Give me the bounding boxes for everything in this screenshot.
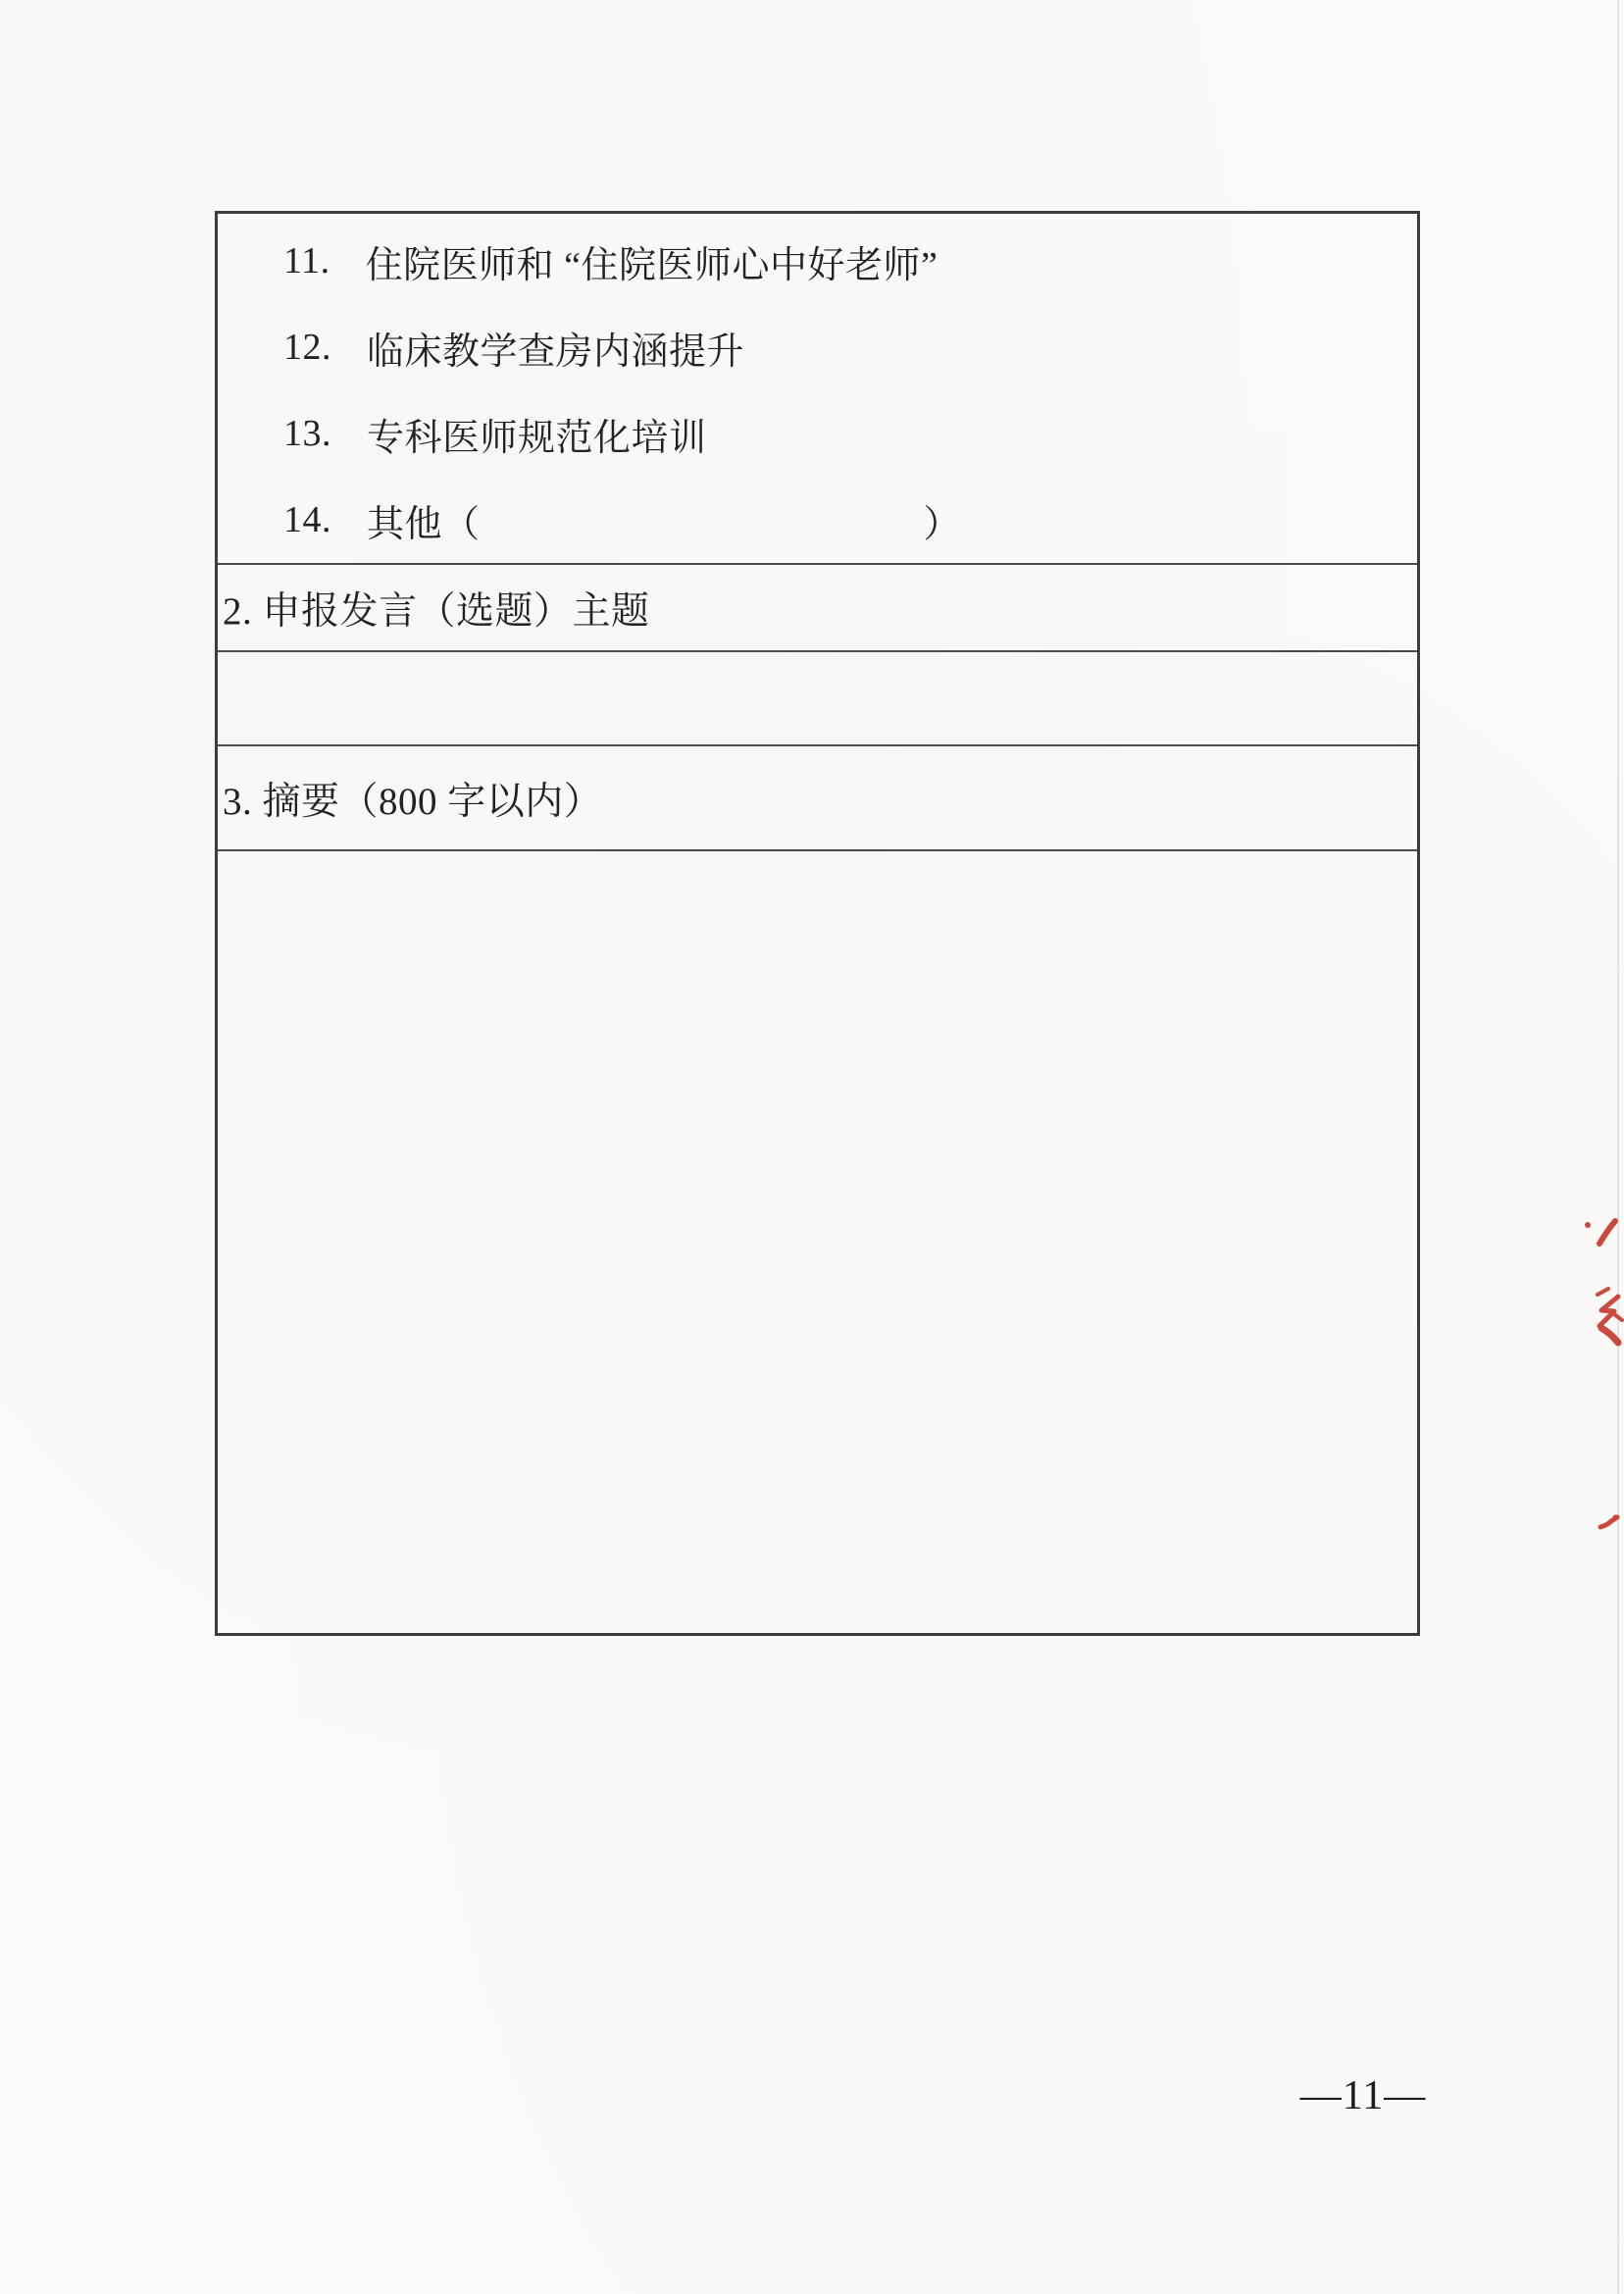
topic-options-cell	[218, 214, 1417, 565]
option-text: 临床教学查房内涵提升	[367, 331, 745, 373]
option-text-open: 其他（	[367, 503, 481, 545]
topic-option-14	[283, 477, 1417, 563]
section2-header-cell	[218, 565, 1417, 652]
topic-option-12	[283, 304, 1417, 390]
red-mark-stroke-1	[1585, 1221, 1615, 1244]
option-number: 14.	[283, 499, 331, 540]
application-form-table	[215, 211, 1420, 1636]
scan-edge-line	[1617, 0, 1619, 2294]
section3-header-cell	[218, 746, 1417, 851]
abstract-blank-cell	[218, 851, 1417, 1637]
option-number: 13.	[283, 413, 331, 454]
option-text-close: ）	[923, 503, 962, 545]
option-text: 专科医师规范化培训	[367, 417, 707, 459]
option-number: 12.	[283, 327, 331, 368]
option-text: 住院医师和 “住院医师心中好老师”	[365, 244, 939, 286]
topic-option-11	[283, 218, 1417, 304]
option-number: 11.	[283, 240, 330, 281]
section2-label: 2. 申报发言（选题）主题	[223, 589, 650, 633]
topic-option-13	[283, 390, 1417, 477]
red-mark-stroke-3	[1600, 1515, 1618, 1528]
page-number: —11—	[1299, 2073, 1427, 2118]
section3-label: 3. 摘要（800 字以内）	[223, 780, 603, 823]
section2-blank-cell	[218, 652, 1417, 746]
